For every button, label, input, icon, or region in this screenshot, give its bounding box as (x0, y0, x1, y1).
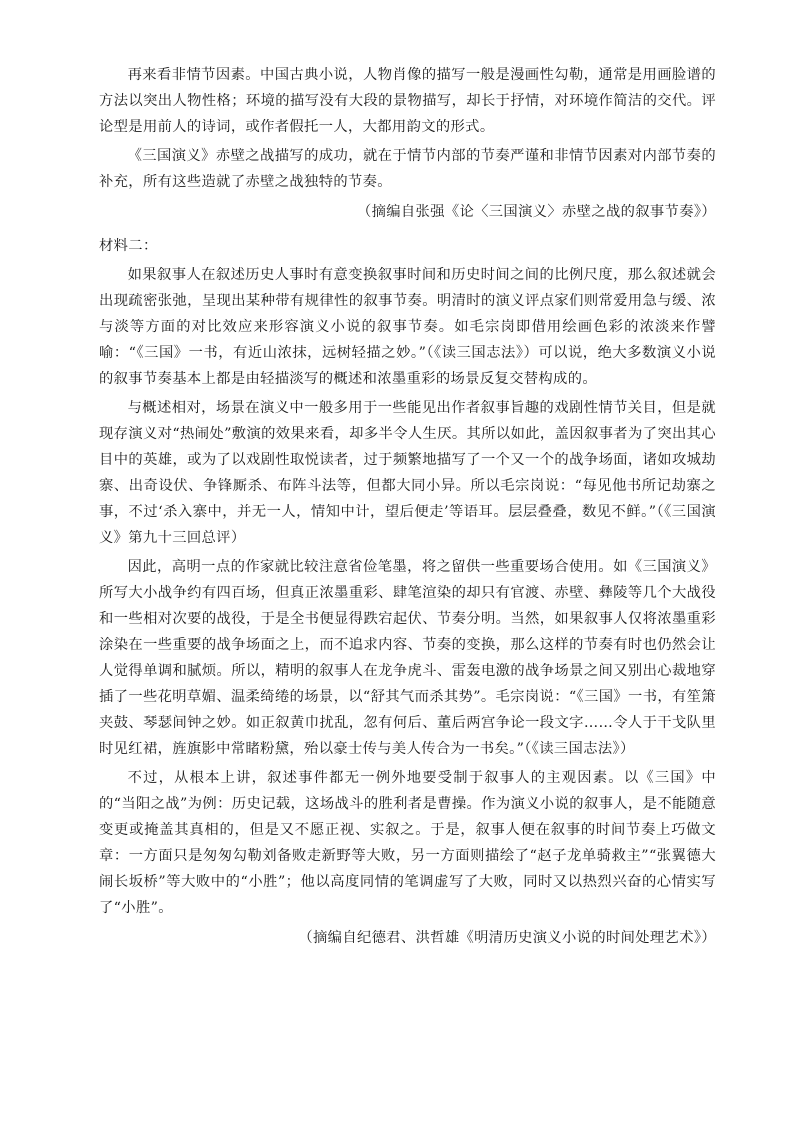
paragraph-scene-contrast: 与概述相对，场景在演义中一般多用于一些能见出作者叙事旨趣的戏剧性情节关目，但是就现存演义对“热闹处”敷演的效果来看，却多半令人生厌。其所以如此，盖因叙事者为了突出其心目中的英雄，或为了以戏剧性取悦读者，过于频繁地描写了一个又一个的战争场面，诸如攻城劫寨、出奇设伏、争锋厮杀、布阵斗法等，但都大同小异。所以毛宗岗说：“每见他书所记劫寨之事，不过‘杀入寨中，并无一人，情知中计，望后便走’等语耳。层层叠叠，数见不鲜。”（《三国演义》第九十三回总评） (99, 400, 716, 546)
source-citation-2: （摘编自纪德君、洪哲雄《明清历史演义小说的时间处理艺术》） (298, 930, 716, 946)
paragraph-economy-of-ink: 因此，高明一点的作家就比较注意省俭笔墨，将之留供一些重要场合使用。如《三国演义》所写大小战争约有四百场，但真正浓墨重彩、肆笔渲染的却只有官渡、赤壁、彝陵等几个大战役和一些相对次要的战役，于是全书便显得跌宕起伏、节奏分明。当然，如果叙事人仅将浓墨重彩涂染在一些重要的战争场面之上，而不追求内容、节奏的变换，那么这样的节奏有时也仍然会让人觉得单调和腻烦。所以，精明的叙事人在龙争虎斗、雷轰电激的战争场景之间又别出心裁地穿插了一些花明草媚、温柔绮绻的场景，以“舒其气而杀其势”。毛宗岗说：“《三国》一书，有笙箫夹鼓、琴瑟间钟之妙。如正叙黄巾扰乱，忽有何后、董后两宫争论一段文字……令人于干戈队里时见红裙，旌旗影中常睹粉黛，殆以豪士传与美人传合为一书矣。”（《读三国志法》） (99, 559, 716, 757)
article-body (99, 62, 716, 959)
paragraph-chibi-rhythm: 《三国演义》赤壁之战描写的成功，就在于情节内部的节奏严谨和非情节因素对内部节奏的补充，所有这些造就了赤壁之战独特的节奏。 (99, 148, 716, 190)
paragraph-narrative-rhythm: 如果叙事人在叙述历史人事时有意变换叙事时间和历史时间之间的比例尺度，那么叙述就会出现疏密张弛，呈现出某种带有规律性的叙事节奏。明清时的演义评点家们则常爱用急与缓、浓与淡等方面的对比效应来形容演义小说的叙事节奏。如毛宗岗即借用绘画色彩的浓淡来作譬喻：“《三国》一书，有近山浓抹，远树轻描之妙。”（《读三国志法》）可以说，绝大多数演义小说的叙事节奏基本上都是由轻描淡写的概述和浓墨重彩的场景反复交替构成的。 (99, 267, 716, 387)
source-citation-1: （摘编自张强《论〈三国演义〉赤壁之战的叙事节奏》） (356, 204, 716, 220)
paragraph-non-plot-factors: 再来看非情节因素。中国古典小说，人物肖像的描写一般是漫画性勾勒，通常是用画脸谱的方法以突出人物性格；环境的描写没有大段的景物描写，却长于抒情，对环境作简洁的交代。评论型是用前人的诗词，或作者假托一人，大都用韵文的形式。 (99, 67, 716, 135)
material-two-label: 材料二： (99, 238, 158, 254)
paragraph-subjective-factors: 不过，从根本上讲，叙述事件都无一例外地要受制于叙事人的主观因素。以《三国》中的“当阳之战”为例：历史记载，这场战斗的胜利者是曹操。作为演义小说的叙事人，是不能随意变更或掩盖其真相的，但是又不愿正视、实叙之。于是，叙事人便在叙事的时间节奏上巧做文章：一方面只是匆匆勾勒刘备败走新野等大败，另一方面则描绘了“赵子龙单骑救主”“张翼德大闹长坂桥”等大败中的“小胜”；他以高度同情的笔调虚写了大败，同时又以热烈兴奋的心情实写了“小胜”。 (99, 770, 716, 916)
